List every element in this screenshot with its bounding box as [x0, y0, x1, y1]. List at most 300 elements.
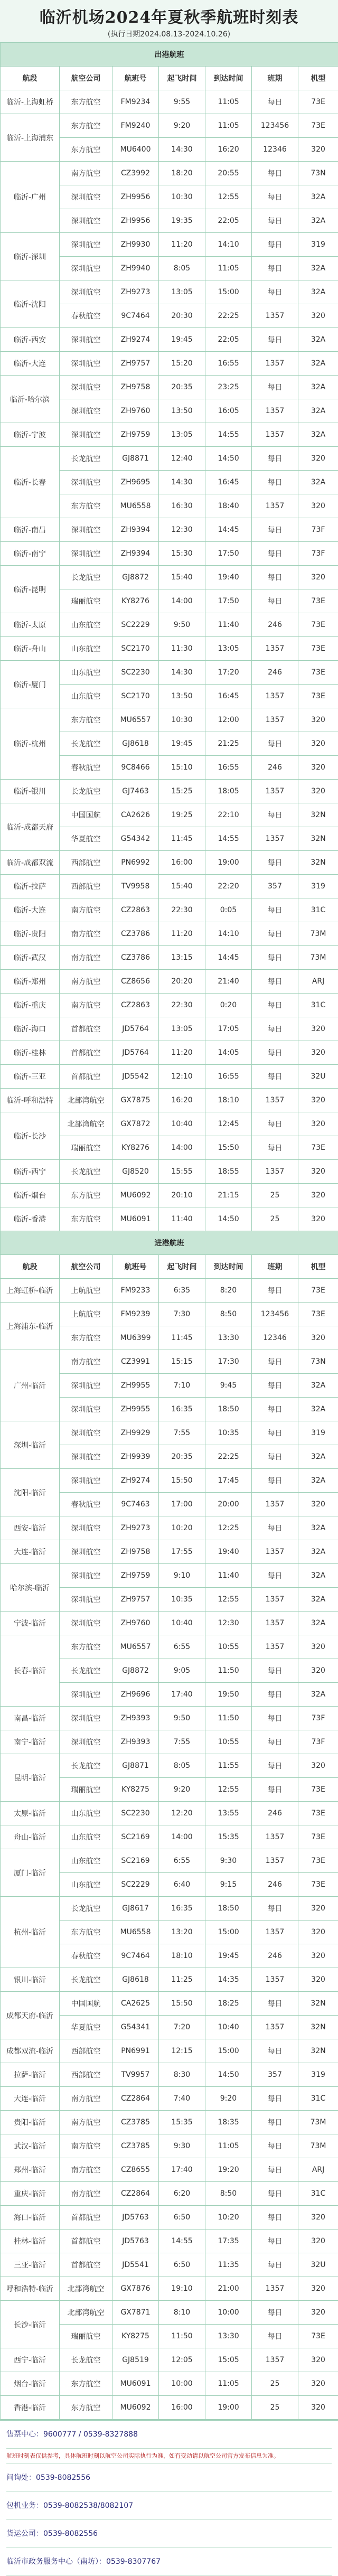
flight-number-cell: ZH9696 — [112, 1683, 159, 1707]
column-header: 到达时间 — [205, 67, 252, 90]
airline-cell: 长龙航空 — [60, 1754, 112, 1778]
table-row — [1, 875, 338, 898]
arrival-time-cell: 21:40 — [205, 970, 252, 994]
aircraft-type-cell: 320 — [298, 494, 338, 518]
flight-number-cell: 9C7463 — [112, 1493, 159, 1516]
flight-number-cell: ZH9274 — [112, 1469, 159, 1493]
arrival-time-cell: 9:20 — [205, 2087, 252, 2111]
departure-time-cell: 22:30 — [159, 898, 205, 922]
column-header: 到达时间 — [205, 1255, 252, 1279]
schedule-days-cell: 1357 — [252, 1160, 298, 1184]
departure-time-cell: 16:00 — [159, 851, 205, 875]
flight-number-cell: ZH9757 — [112, 1588, 159, 1612]
flight-number-cell: CZ3991 — [112, 1350, 159, 1374]
airline-cell: 东方航空 — [60, 1207, 112, 1231]
departure-time-cell: 9:05 — [159, 1659, 205, 1683]
departure-time-cell: 10:00 — [159, 2372, 205, 2396]
table-row — [1, 1017, 338, 1041]
column-header: 航班号 — [112, 67, 159, 90]
table-row — [1, 1207, 338, 1231]
route-cell: 成都双流-临沂 — [1, 2039, 60, 2063]
flight-table — [0, 42, 338, 2420]
table-header-row — [1, 1255, 338, 1279]
flight-number-cell: GJ8872 — [112, 1659, 159, 1683]
route-cell: 临沂-大连 — [1, 898, 60, 922]
airline-cell: 山东航空 — [60, 685, 112, 708]
departure-time-cell: 16:35 — [159, 1897, 205, 1921]
aircraft-type-cell: 73E — [298, 613, 338, 637]
aircraft-type-cell: 32N — [298, 851, 338, 875]
departure-time-cell: 10:30 — [159, 708, 205, 732]
aircraft-type-cell: 73F — [298, 518, 338, 542]
schedule-days-cell: 每日 — [252, 2039, 298, 2063]
departure-time-cell: 14:00 — [159, 1136, 205, 1160]
arrival-time-cell: 9:30 — [205, 1849, 252, 1873]
departure-time-cell: 9:30 — [159, 2134, 205, 2158]
arrival-time-cell: 18:50 — [205, 1398, 252, 1421]
flight-number-cell: CZ3786 — [112, 946, 159, 970]
arrival-time-cell: 18:40 — [205, 494, 252, 518]
route-cell: 临沂-上海虹桥 — [1, 90, 60, 114]
departure-time-cell: 15:20 — [159, 352, 205, 376]
aircraft-type-cell: 32A — [298, 1469, 338, 1493]
aircraft-type-cell: 32N — [298, 2016, 338, 2039]
table-row — [1, 637, 338, 661]
airline-cell: 长龙航空 — [60, 447, 112, 471]
flight-number-cell: JD5763 — [112, 2206, 159, 2230]
departure-time-cell: 10:35 — [159, 1588, 205, 1612]
arrival-time-cell: 16:45 — [205, 471, 252, 494]
aircraft-type-cell: 32A — [298, 1540, 338, 1564]
schedule-days-cell: 每日 — [252, 1564, 298, 1588]
airline-cell: 南方航空 — [60, 970, 112, 994]
schedule-days-cell: 12346 — [252, 1326, 298, 1350]
flight-number-cell: GJ8618 — [112, 732, 159, 756]
schedule-days-cell: 1357 — [252, 399, 298, 423]
airline-cell: 北部湾航空 — [60, 2277, 112, 2301]
flight-number-cell: ZH9757 — [112, 352, 159, 376]
route-cell: 宁波-临沂 — [1, 1612, 60, 1635]
route-cell: 大连-临沂 — [1, 2087, 60, 2111]
table-row — [1, 2111, 338, 2134]
route-cell: 长春-临沂 — [1, 1635, 60, 1707]
departure-time-cell: 11:50 — [159, 2325, 205, 2348]
column-header: 航空公司 — [60, 1255, 112, 1279]
airline-cell: 深圳航空 — [60, 1469, 112, 1493]
arrival-time-cell: 13:30 — [205, 1326, 252, 1350]
airline-cell: 南方航空 — [60, 2087, 112, 2111]
table-row — [1, 1279, 338, 1303]
arrival-time-cell: 10:55 — [205, 1635, 252, 1659]
schedule-days-cell: 每日 — [252, 1112, 298, 1136]
arrival-time-cell: 15:00 — [205, 1921, 252, 1944]
aircraft-type-cell: 32A — [298, 423, 338, 447]
aircraft-type-cell: 32A — [298, 471, 338, 494]
route-cell: 临沂-上海浦东 — [1, 114, 60, 162]
aircraft-type-cell: 320 — [298, 2301, 338, 2325]
departure-time-cell: 11:40 — [159, 1207, 205, 1231]
route-cell: 临沂-宁波 — [1, 423, 60, 447]
flight-number-cell: CZ3786 — [112, 922, 159, 946]
airline-cell: 华夏航空 — [60, 2016, 112, 2039]
schedule-days-cell: 每日 — [252, 471, 298, 494]
airline-cell: 东方航空 — [60, 90, 112, 114]
departure-time-cell: 8:05 — [159, 1754, 205, 1778]
aircraft-type-cell: 32N — [298, 1992, 338, 2016]
departure-time-cell: 19:25 — [159, 803, 205, 827]
arrival-time-cell: 18:55 — [205, 1160, 252, 1184]
arrival-time-cell: 18:05 — [205, 780, 252, 803]
departure-time-cell: 12:10 — [159, 1065, 205, 1089]
table-row — [1, 2348, 338, 2372]
departure-time-cell: 6:55 — [159, 1635, 205, 1659]
route-cell: 临沂-长沙 — [1, 1112, 60, 1160]
aircraft-type-cell: 73F — [298, 1707, 338, 1730]
aircraft-type-cell: 32A — [298, 1398, 338, 1421]
flight-number-cell: MU6091 — [112, 2372, 159, 2396]
departure-time-cell: 9:50 — [159, 1707, 205, 1730]
arrival-time-cell: 22:10 — [205, 803, 252, 827]
arrival-time-cell: 12:25 — [205, 1516, 252, 1540]
departure-time-cell: 13:05 — [159, 423, 205, 447]
table-row — [1, 898, 338, 922]
arrival-time-cell: 16:55 — [205, 1065, 252, 1089]
airline-cell: 深圳航空 — [60, 1564, 112, 1588]
departure-time-cell: 15:55 — [159, 1160, 205, 1184]
table-row — [1, 613, 338, 637]
schedule-days-cell: 每日 — [252, 280, 298, 304]
flight-number-cell: SC2170 — [112, 637, 159, 661]
section-title: 出港航班 — [1, 43, 338, 67]
route-cell: 临沂-西宁 — [1, 1160, 60, 1184]
departure-time-cell: 15:30 — [159, 542, 205, 566]
table-row — [1, 1564, 338, 1588]
schedule-days-cell: 246 — [252, 1802, 298, 1825]
departure-time-cell: 20:20 — [159, 970, 205, 994]
column-header: 机型 — [298, 67, 338, 90]
departure-time-cell: 14:30 — [159, 138, 205, 162]
departure-time-cell: 16:20 — [159, 1089, 205, 1112]
flight-number-cell: SC2230 — [112, 661, 159, 685]
route-cell: 临沂-舟山 — [1, 637, 60, 661]
route-cell: 杭州-临沂 — [1, 1897, 60, 1968]
flight-number-cell: FM9239 — [112, 1303, 159, 1326]
aircraft-type-cell: 32A — [298, 185, 338, 209]
schedule-days-cell: 每日 — [252, 2230, 298, 2253]
table-row — [1, 233, 338, 257]
arrival-time-cell: 17:20 — [205, 661, 252, 685]
aircraft-type-cell: 73E — [298, 685, 338, 708]
column-header: 班期 — [252, 1255, 298, 1279]
schedule-days-cell: 1357 — [252, 423, 298, 447]
airline-cell: 东方航空 — [60, 1326, 112, 1350]
table-row — [1, 2039, 338, 2063]
route-cell: 三亚-临沂 — [1, 2253, 60, 2277]
airline-cell: 西部航空 — [60, 2063, 112, 2087]
aircraft-type-cell: 320 — [298, 1659, 338, 1683]
arrival-time-cell: 13:30 — [205, 2325, 252, 2348]
airline-cell: 南方航空 — [60, 162, 112, 185]
arrival-time-cell: 14:35 — [205, 1968, 252, 1992]
schedule-days-cell: 246 — [252, 756, 298, 780]
table-row — [1, 2301, 338, 2325]
flight-number-cell: ZH9760 — [112, 399, 159, 423]
departure-time-cell: 15:25 — [159, 780, 205, 803]
departure-time-cell: 16:00 — [159, 2396, 205, 2420]
airline-cell: 深圳航空 — [60, 185, 112, 209]
arrival-time-cell: 14:45 — [205, 946, 252, 970]
airline-cell: 首都航空 — [60, 2230, 112, 2253]
schedule-days-cell: 每日 — [252, 994, 298, 1017]
airline-cell: 山东航空 — [60, 1849, 112, 1873]
table-row — [1, 2230, 338, 2253]
schedule-days-cell: 每日 — [252, 2158, 298, 2182]
arrival-time-cell: 11:05 — [205, 114, 252, 138]
schedule-days-cell: 1357 — [252, 494, 298, 518]
schedule-days-cell: 每日 — [252, 1897, 298, 1921]
schedule-days-cell: 246 — [252, 613, 298, 637]
aircraft-type-cell: 320 — [298, 708, 338, 732]
aircraft-type-cell: 320 — [298, 1921, 338, 1944]
departure-time-cell: 18:20 — [159, 162, 205, 185]
airline-cell: 首都航空 — [60, 1065, 112, 1089]
table-row — [1, 2372, 338, 2396]
arrival-time-cell: 8:50 — [205, 2182, 252, 2206]
route-cell: 临沂-大连 — [1, 352, 60, 376]
aircraft-type-cell: 73E — [298, 637, 338, 661]
departure-time-cell: 6:50 — [159, 2253, 205, 2277]
flight-number-cell: 9C8466 — [112, 756, 159, 780]
arrival-time-cell: 19:45 — [205, 1944, 252, 1968]
departure-time-cell: 12:15 — [159, 2039, 205, 2063]
table-row — [1, 566, 338, 589]
route-cell: 哈尔滨-临沂 — [1, 1564, 60, 1612]
aircraft-type-cell: 73E — [298, 1279, 338, 1303]
flight-number-cell: SC2169 — [112, 1825, 159, 1849]
airline-cell: 东方航空 — [60, 2372, 112, 2396]
schedule-days-cell: 1357 — [252, 827, 298, 851]
arrival-time-cell: 18:35 — [205, 2111, 252, 2134]
table-row — [1, 970, 338, 994]
table-row — [1, 1897, 338, 1921]
route-cell: 临沂-沈阳 — [1, 280, 60, 328]
schedule-days-cell: 每日 — [252, 1041, 298, 1065]
arrival-time-cell: 23:25 — [205, 376, 252, 399]
arrival-time-cell: 20:55 — [205, 162, 252, 185]
route-cell: 临沂-海口 — [1, 1017, 60, 1041]
flight-number-cell: ZH9758 — [112, 376, 159, 399]
airline-cell: 深圳航空 — [60, 399, 112, 423]
route-cell: 沈阳-临沂 — [1, 1469, 60, 1516]
flight-number-cell: PN6992 — [112, 851, 159, 875]
schedule-days-cell: 123456 — [252, 1303, 298, 1326]
departure-time-cell: 20:35 — [159, 1445, 205, 1469]
airline-cell: 山东航空 — [60, 1873, 112, 1897]
airline-cell: 春秋航空 — [60, 1944, 112, 1968]
departure-time-cell: 11:30 — [159, 637, 205, 661]
arrival-time-cell: 15:50 — [205, 1136, 252, 1160]
schedule-days-cell: 1357 — [252, 1493, 298, 1516]
route-cell: 西宁-临沂 — [1, 2348, 60, 2372]
aircraft-type-cell: 32A — [298, 1588, 338, 1612]
table-row — [1, 2253, 338, 2277]
table-row — [1, 1184, 338, 1207]
aircraft-type-cell: 73E — [298, 1873, 338, 1897]
arrival-time-cell: 14:50 — [205, 447, 252, 471]
arrival-time-cell: 21:15 — [205, 1184, 252, 1207]
schedule-days-cell: 1357 — [252, 1849, 298, 1873]
airline-cell: 东方航空 — [60, 708, 112, 732]
route-cell: 临沂-重庆 — [1, 994, 60, 1017]
arrival-time-cell: 21:00 — [205, 2277, 252, 2301]
airline-cell: 东方航空 — [60, 114, 112, 138]
route-cell: 深圳-临沂 — [1, 1421, 60, 1469]
inquiry-line: 问询处：0539-8082556 — [6, 2464, 332, 2492]
flight-number-cell: CZ3992 — [112, 162, 159, 185]
departure-time-cell: 14:00 — [159, 589, 205, 613]
table-row — [1, 90, 338, 114]
table-row — [1, 447, 338, 471]
route-cell: 临沂-成都天府 — [1, 803, 60, 851]
departure-time-cell: 7:20 — [159, 2016, 205, 2039]
arrival-time-cell: 12:55 — [205, 1778, 252, 1802]
airline-cell: 山东航空 — [60, 1825, 112, 1849]
aircraft-type-cell: 320 — [298, 1184, 338, 1207]
schedule-days-cell: 每日 — [252, 970, 298, 994]
table-row — [1, 1635, 338, 1659]
table-row — [1, 1754, 338, 1778]
airline-cell: 深圳航空 — [60, 352, 112, 376]
aircraft-type-cell: 73E — [298, 1802, 338, 1825]
flight-number-cell: GJ8871 — [112, 447, 159, 471]
departure-time-cell: 17:55 — [159, 1540, 205, 1564]
flight-number-cell: KY8276 — [112, 589, 159, 613]
aircraft-type-cell: 320 — [298, 304, 338, 328]
arrival-time-cell: 10:35 — [205, 1421, 252, 1445]
cargo-line: 货运公司：0539-8082556 — [6, 2520, 332, 2548]
aircraft-type-cell: 320 — [298, 1112, 338, 1136]
schedule-days-cell: 1357 — [252, 1921, 298, 1944]
departure-time-cell: 15:50 — [159, 1469, 205, 1493]
flight-number-cell: JD5763 — [112, 2230, 159, 2253]
aircraft-type-cell: 320 — [298, 138, 338, 162]
aircraft-type-cell: 320 — [298, 732, 338, 756]
schedule-days-cell: 357 — [252, 2063, 298, 2087]
aircraft-type-cell: 319 — [298, 233, 338, 257]
departure-time-cell: 8:05 — [159, 257, 205, 280]
airline-cell: 深圳航空 — [60, 1683, 112, 1707]
aircraft-type-cell: 73E — [298, 90, 338, 114]
section-header-row — [1, 1231, 338, 1255]
flight-number-cell: ZH9273 — [112, 1516, 159, 1540]
aircraft-type-cell: ARJ — [298, 2158, 338, 2182]
departure-time-cell: 17:40 — [159, 1683, 205, 1707]
flight-number-cell: TV9957 — [112, 2063, 159, 2087]
schedule-days-cell: 每日 — [252, 1398, 298, 1421]
flight-number-cell: CZ2863 — [112, 898, 159, 922]
schedule-days-cell: 1357 — [252, 1588, 298, 1612]
schedule-days-cell: 每日 — [252, 518, 298, 542]
table-row — [1, 780, 338, 803]
table-row — [1, 1707, 338, 1730]
schedule-days-cell: 12346 — [252, 138, 298, 162]
flight-number-cell: PN6991 — [112, 2039, 159, 2063]
departure-time-cell: 14:00 — [159, 1825, 205, 1849]
aircraft-type-cell: 73E — [298, 589, 338, 613]
schedule-days-cell: 每日 — [252, 1754, 298, 1778]
aircraft-type-cell: 319 — [298, 2063, 338, 2087]
table-row — [1, 1516, 338, 1540]
arrival-time-cell: 15:05 — [205, 2348, 252, 2372]
schedule-days-cell: 1357 — [252, 1612, 298, 1635]
aircraft-type-cell: 320 — [298, 1754, 338, 1778]
flight-number-cell: KY8276 — [112, 1136, 159, 1160]
departure-time-cell: 15:35 — [159, 2111, 205, 2134]
departure-time-cell: 10:40 — [159, 1612, 205, 1635]
aircraft-type-cell: 320 — [298, 1635, 338, 1659]
aircraft-type-cell: 32A — [298, 1683, 338, 1707]
route-cell: 临沂-银川 — [1, 780, 60, 803]
arrival-time-cell: 22:05 — [205, 328, 252, 352]
flight-number-cell: JD5764 — [112, 1017, 159, 1041]
aircraft-type-cell: 31C — [298, 2087, 338, 2111]
flight-table-body — [1, 43, 338, 2420]
flight-number-cell: G54342 — [112, 827, 159, 851]
departure-time-cell: 9:50 — [159, 613, 205, 637]
departure-time-cell: 14:55 — [159, 2230, 205, 2253]
airline-cell: 深圳航空 — [60, 1398, 112, 1421]
departure-time-cell: 6:20 — [159, 2182, 205, 2206]
aircraft-type-cell: 320 — [298, 1160, 338, 1184]
table-row — [1, 1469, 338, 1493]
schedule-days-cell: 1357 — [252, 2016, 298, 2039]
schedule-days-cell: 1357 — [252, 1825, 298, 1849]
schedule-days-cell: 每日 — [252, 1421, 298, 1445]
route-cell: 银川-临沂 — [1, 1968, 60, 1992]
flight-number-cell: MU6558 — [112, 494, 159, 518]
airline-cell: 瑞丽航空 — [60, 1778, 112, 1802]
airline-cell: 山东航空 — [60, 1802, 112, 1825]
table-row — [1, 661, 338, 685]
table-row — [1, 1112, 338, 1136]
airline-cell: 深圳航空 — [60, 1707, 112, 1730]
airline-cell: 瑞丽航空 — [60, 1136, 112, 1160]
route-cell: 上海浦东-临沂 — [1, 1303, 60, 1350]
aircraft-type-cell: 320 — [298, 2206, 338, 2230]
column-header: 航空公司 — [60, 67, 112, 90]
route-cell: 上海虹桥-临沂 — [1, 1279, 60, 1303]
schedule-days-cell: 每日 — [252, 90, 298, 114]
schedule-days-cell: 每日 — [252, 2087, 298, 2111]
route-cell: 临沂-昆明 — [1, 566, 60, 613]
arrival-time-cell: 14:10 — [205, 233, 252, 257]
route-cell: 桂林-临沂 — [1, 2230, 60, 2253]
aircraft-type-cell: 73E — [298, 661, 338, 685]
departure-time-cell: 14:30 — [159, 661, 205, 685]
airline-cell: 瑞丽航空 — [60, 589, 112, 613]
aircraft-type-cell: 32A — [298, 399, 338, 423]
route-cell: 海口-临沂 — [1, 2206, 60, 2230]
flight-number-cell: GJ8520 — [112, 1160, 159, 1184]
airline-cell: 长龙航空 — [60, 1160, 112, 1184]
flight-number-cell: ZH9939 — [112, 1445, 159, 1469]
flight-number-cell: ZH9955 — [112, 1374, 159, 1398]
departure-time-cell: 15:40 — [159, 566, 205, 589]
schedule-days-cell: 每日 — [252, 1683, 298, 1707]
aircraft-type-cell: 32U — [298, 2253, 338, 2277]
arrival-time-cell: 14:45 — [205, 518, 252, 542]
schedule-days-cell: 每日 — [252, 898, 298, 922]
